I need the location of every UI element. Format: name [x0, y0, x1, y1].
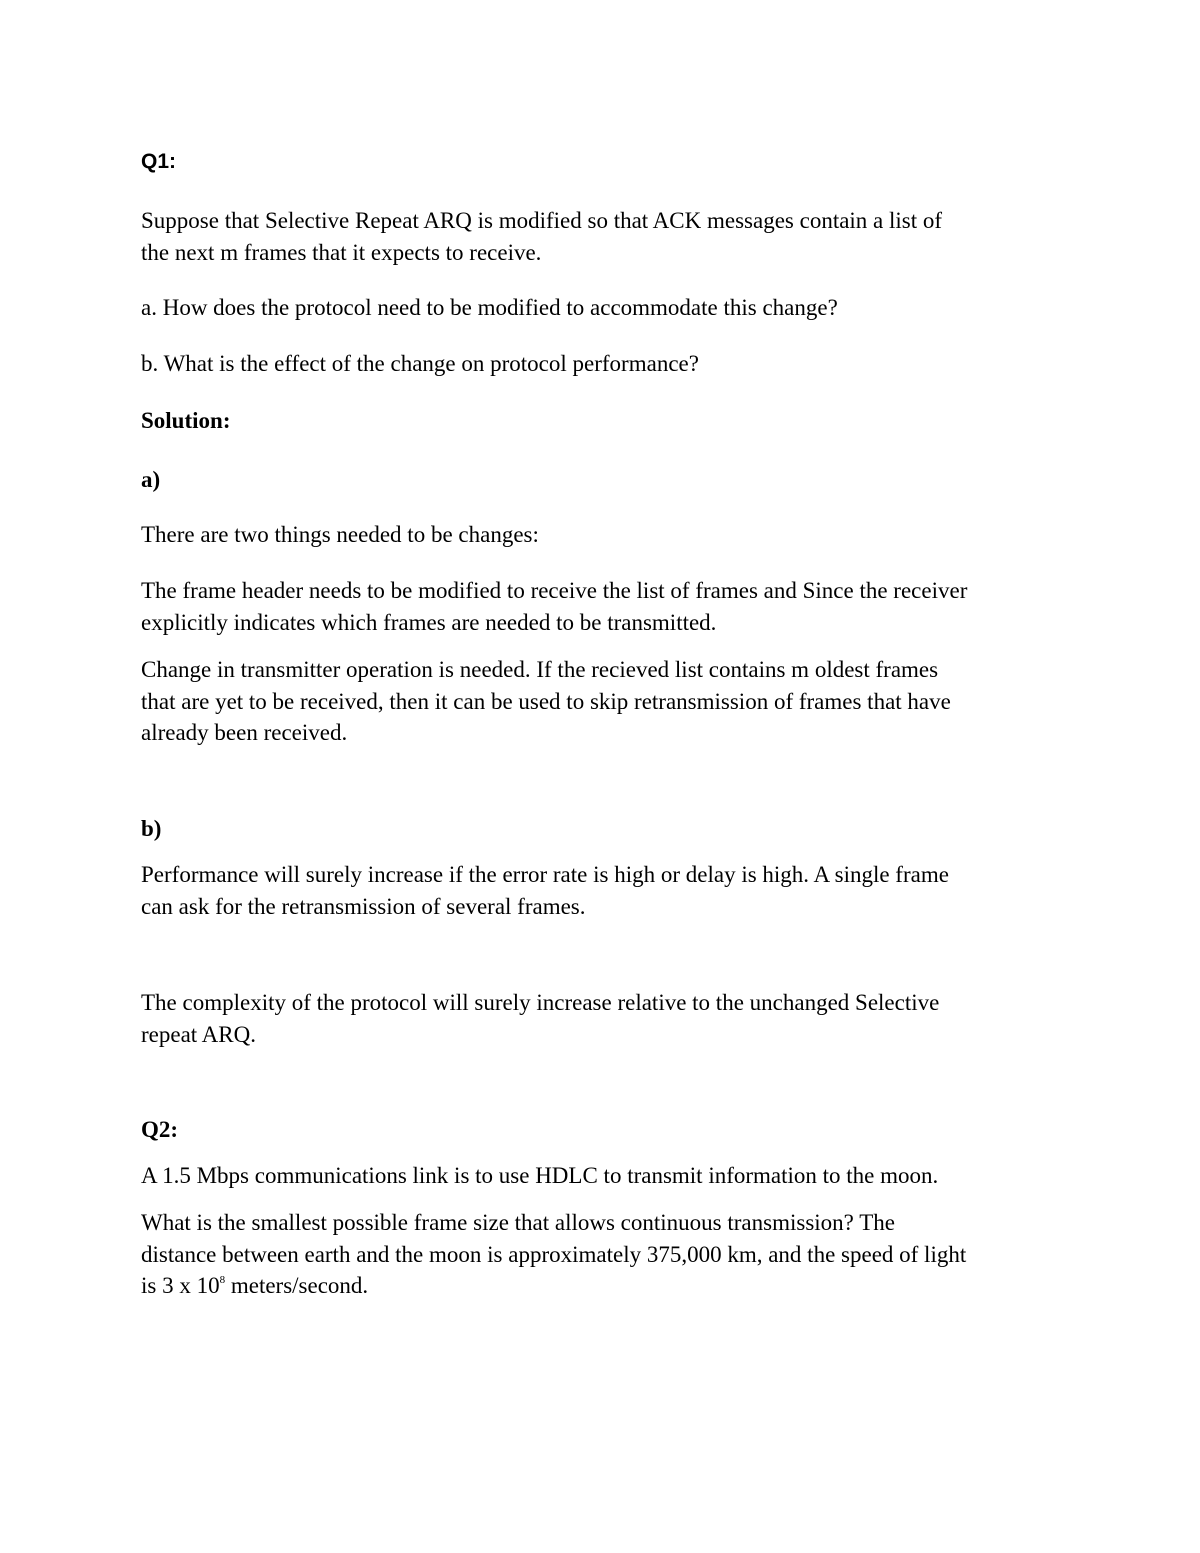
paragraph-line: explicitly indicates which frames are needed to be transmitted.	[141, 609, 717, 635]
solution-a-paragraph-2	[141, 654, 1071, 749]
paragraph-line: that are yet to be received, then it can be used to skip retransmission of frames that have	[141, 688, 951, 714]
q2-paragraph-2	[141, 1207, 1071, 1302]
q1-part-a: a. How does the protocol need to be modified to accommodate this change?	[141, 295, 838, 320]
solution-a-paragraph-1	[141, 575, 1071, 638]
paragraph-line-with-exponent	[141, 1270, 1071, 1302]
q1-prompt-line: the next m frames that it expects to receive.	[141, 239, 542, 265]
solution-a-label: a)	[141, 467, 161, 492]
exponent-suffix-text: meters/second.	[225, 1273, 369, 1298]
solution-b-paragraph-1	[141, 859, 1071, 922]
q1-part-b: b. What is the effect of the change on protocol performance?	[141, 351, 699, 376]
paragraph-line: Change in transmitter operation is needed. If the recieved list contains m oldest frames	[141, 657, 939, 682]
q2-label: Q2:	[141, 1117, 179, 1142]
solution-a-intro: There are two things needed to be changes:	[141, 522, 539, 547]
paragraph-line: The frame header needs to be modified to receive the list of frames and Since the receiver	[141, 578, 968, 603]
paragraph-line: already been received.	[141, 720, 348, 745]
exponent-base-text: is 3 x 10	[141, 1273, 220, 1298]
q1-prompt-line: Suppose that Selective Repeat ARQ is modified so that ACK messages contain a list of	[141, 208, 943, 233]
paragraph-line: What is the smallest possible frame size that allows continuous transmission? The	[141, 1210, 895, 1235]
paragraph-line: distance between earth and the moon is approximately 375,000 km, and the speed of light	[141, 1241, 967, 1267]
q1-prompt	[141, 205, 1071, 268]
paragraph-line: repeat ARQ.	[141, 1021, 256, 1047]
exponent: 8	[219, 1274, 226, 1286]
paragraph-line: The complexity of the protocol will surely increase relative to the unchanged Selective	[141, 990, 940, 1015]
solution-heading: Solution:	[141, 408, 231, 433]
paragraph-line: can ask for the retransmission of several frames.	[141, 893, 586, 919]
paragraph-line: Performance will surely increase if the error rate is high or delay is high. A single frame	[141, 862, 949, 887]
q1-label: Q1:	[141, 150, 177, 173]
q2-paragraph-1: A 1.5 Mbps communications link is to use HDLC to transmit information to the moon.	[141, 1163, 939, 1188]
solution-b-paragraph-2	[141, 987, 1071, 1050]
solution-b-label: b)	[141, 816, 162, 841]
